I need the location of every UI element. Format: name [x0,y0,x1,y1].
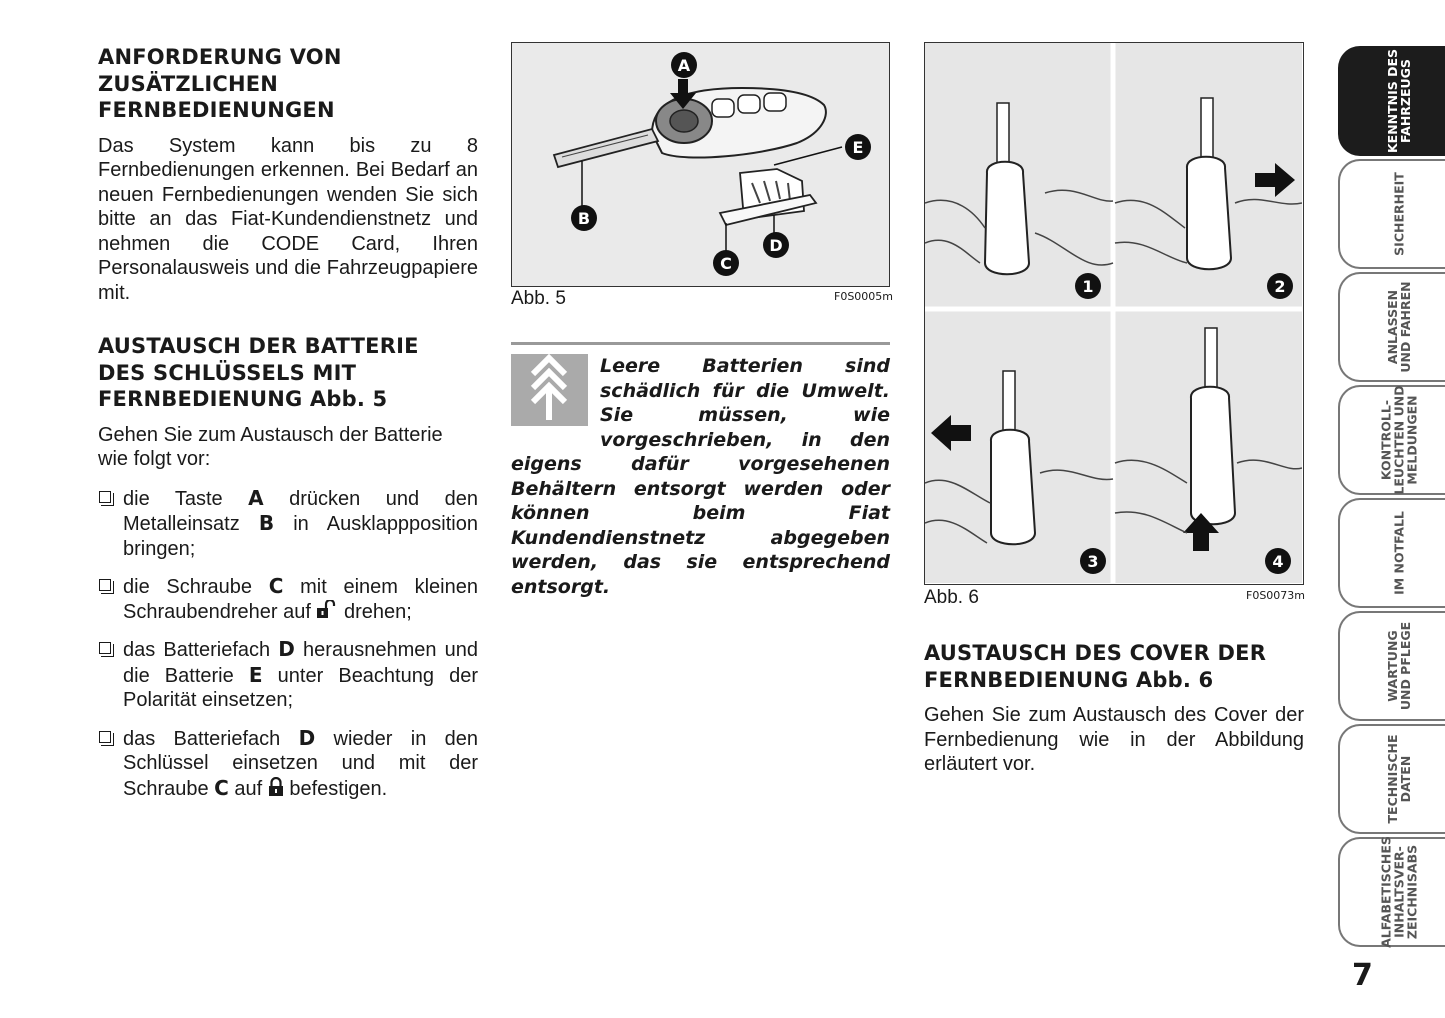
label-c [713,250,739,276]
svg-text:D: D [769,236,783,255]
svg-text:3: 3 [1087,552,1099,571]
figure-key-battery [511,42,890,287]
svg-text:A: A [677,56,691,75]
tab-alfabetisches-verzeichnis[interactable]: ALFABETISCHES INHALTSVER- ZEICHNISABS [1338,837,1445,947]
tab-sicherheit[interactable]: SICHERHEIT [1338,159,1445,269]
figure-caption-abb6: Abb. 6 [924,587,979,608]
left-column [98,44,478,801]
svg-text:E: E [852,138,864,157]
unlock-icon [316,600,338,620]
label-d [763,232,789,258]
tab-anlassen-und-fahren[interactable]: ANLASSEN UND FAHREN [1338,272,1445,382]
figure-code-abb5: F0S0005m [834,290,894,303]
label-b [571,205,597,231]
svg-text:B: B [577,209,591,228]
checkbox-bullet-icon [99,491,111,503]
environment-note [511,354,890,599]
checkbox-bullet-icon [99,642,111,654]
figure-caption-abb5: Abb. 5 [511,288,566,309]
recycle-arrows-icon [511,354,588,426]
svg-text:4: 4 [1272,552,1284,571]
svg-text:1: 1 [1082,277,1094,296]
paragraph-cover-replace: Gehen Sie zum Austausch des Cover der Fernbedienung wie in der Abbildung erläutert vor. [924,704,1304,775]
figure-code-abb6: F0S0073m [1246,589,1306,602]
heading-remote-request: ANFORDERUNG VON ZUSÄTZLICHEN FERNBEDIENUNGEN [98,45,342,122]
checkbox-bullet-icon [99,731,111,743]
lock-icon [268,777,284,797]
label-a [671,52,697,78]
note-rule [511,342,890,345]
note-text: Leere Batterien sind schädlich für die Umwelt. Sie müssen, wie vorgeschrieben, in den eigens dafür vorgesehenen Behältern entsorgt werden oder können beim Fiat Kundendienstnetz abgegeben werden, das sie entsprechend entsorgt. [511,355,890,598]
figure-cover-replace [924,42,1304,585]
tab-kenntnis-des-fahrzeugs[interactable]: KENNTNIS DES FAHRZEUGS [1338,46,1445,156]
label-e [845,134,871,160]
list-item: die Taste A drücken und den Metalleinsatz B in Ausklappposition bringen; [98,486,478,562]
page-number: 7 [1352,958,1373,993]
heading-cover-replace: AUSTAUSCH DES COVER DER FERNBEDIENUNG Abb. 6 [924,641,1267,692]
paragraph-remote-request: Das System kann bis zu 8 Fernbedienungen erkennen. Bei Bedarf an neuen Fernbedienungen wenden Sie sich bitte an das Fiat-Kundendienstnetz und nehmen die CODE Card, Ihren Personalausweis und die Fahrzeugpapiere mit. [98,134,478,304]
list-item: das Batteriefach D wieder in den Schlüssel einsetzen und mit der Schraube C auf befestigen. [98,726,478,802]
tab-technische-daten[interactable]: TECHNISCHE DATEN [1338,724,1445,834]
heading-battery-replace: AUSTAUSCH DER BATTERIE DES SCHLÜSSELS MIT FERNBEDIENUNG Abb. 5 [98,334,419,411]
list-item: die Schraube C mit einem kleinen Schraubendreher auf drehen; [98,574,478,624]
tab-wartung-und-pflege[interactable]: WARTUNG UND PFLEGE [1338,611,1445,721]
checkbox-bullet-icon [99,579,111,591]
tab-kontrollleuchten[interactable]: KONTROLL- LEUCHTEN UND MELDUNGEN [1338,385,1445,495]
right-column [924,640,1304,777]
paragraph-battery-intro: Gehen Sie zum Austausch der Batterie wie folgt vor: [98,423,443,470]
key-exploded-illustration [512,43,888,285]
svg-text:C: C [720,254,732,273]
list-item: das Batteriefach D herausnehmen und die Batterie E unter Beachtung der Polarität einsetzen; [98,637,478,713]
tab-im-notfall[interactable]: IM NOTFALL [1338,498,1445,608]
svg-text:2: 2 [1274,277,1286,296]
